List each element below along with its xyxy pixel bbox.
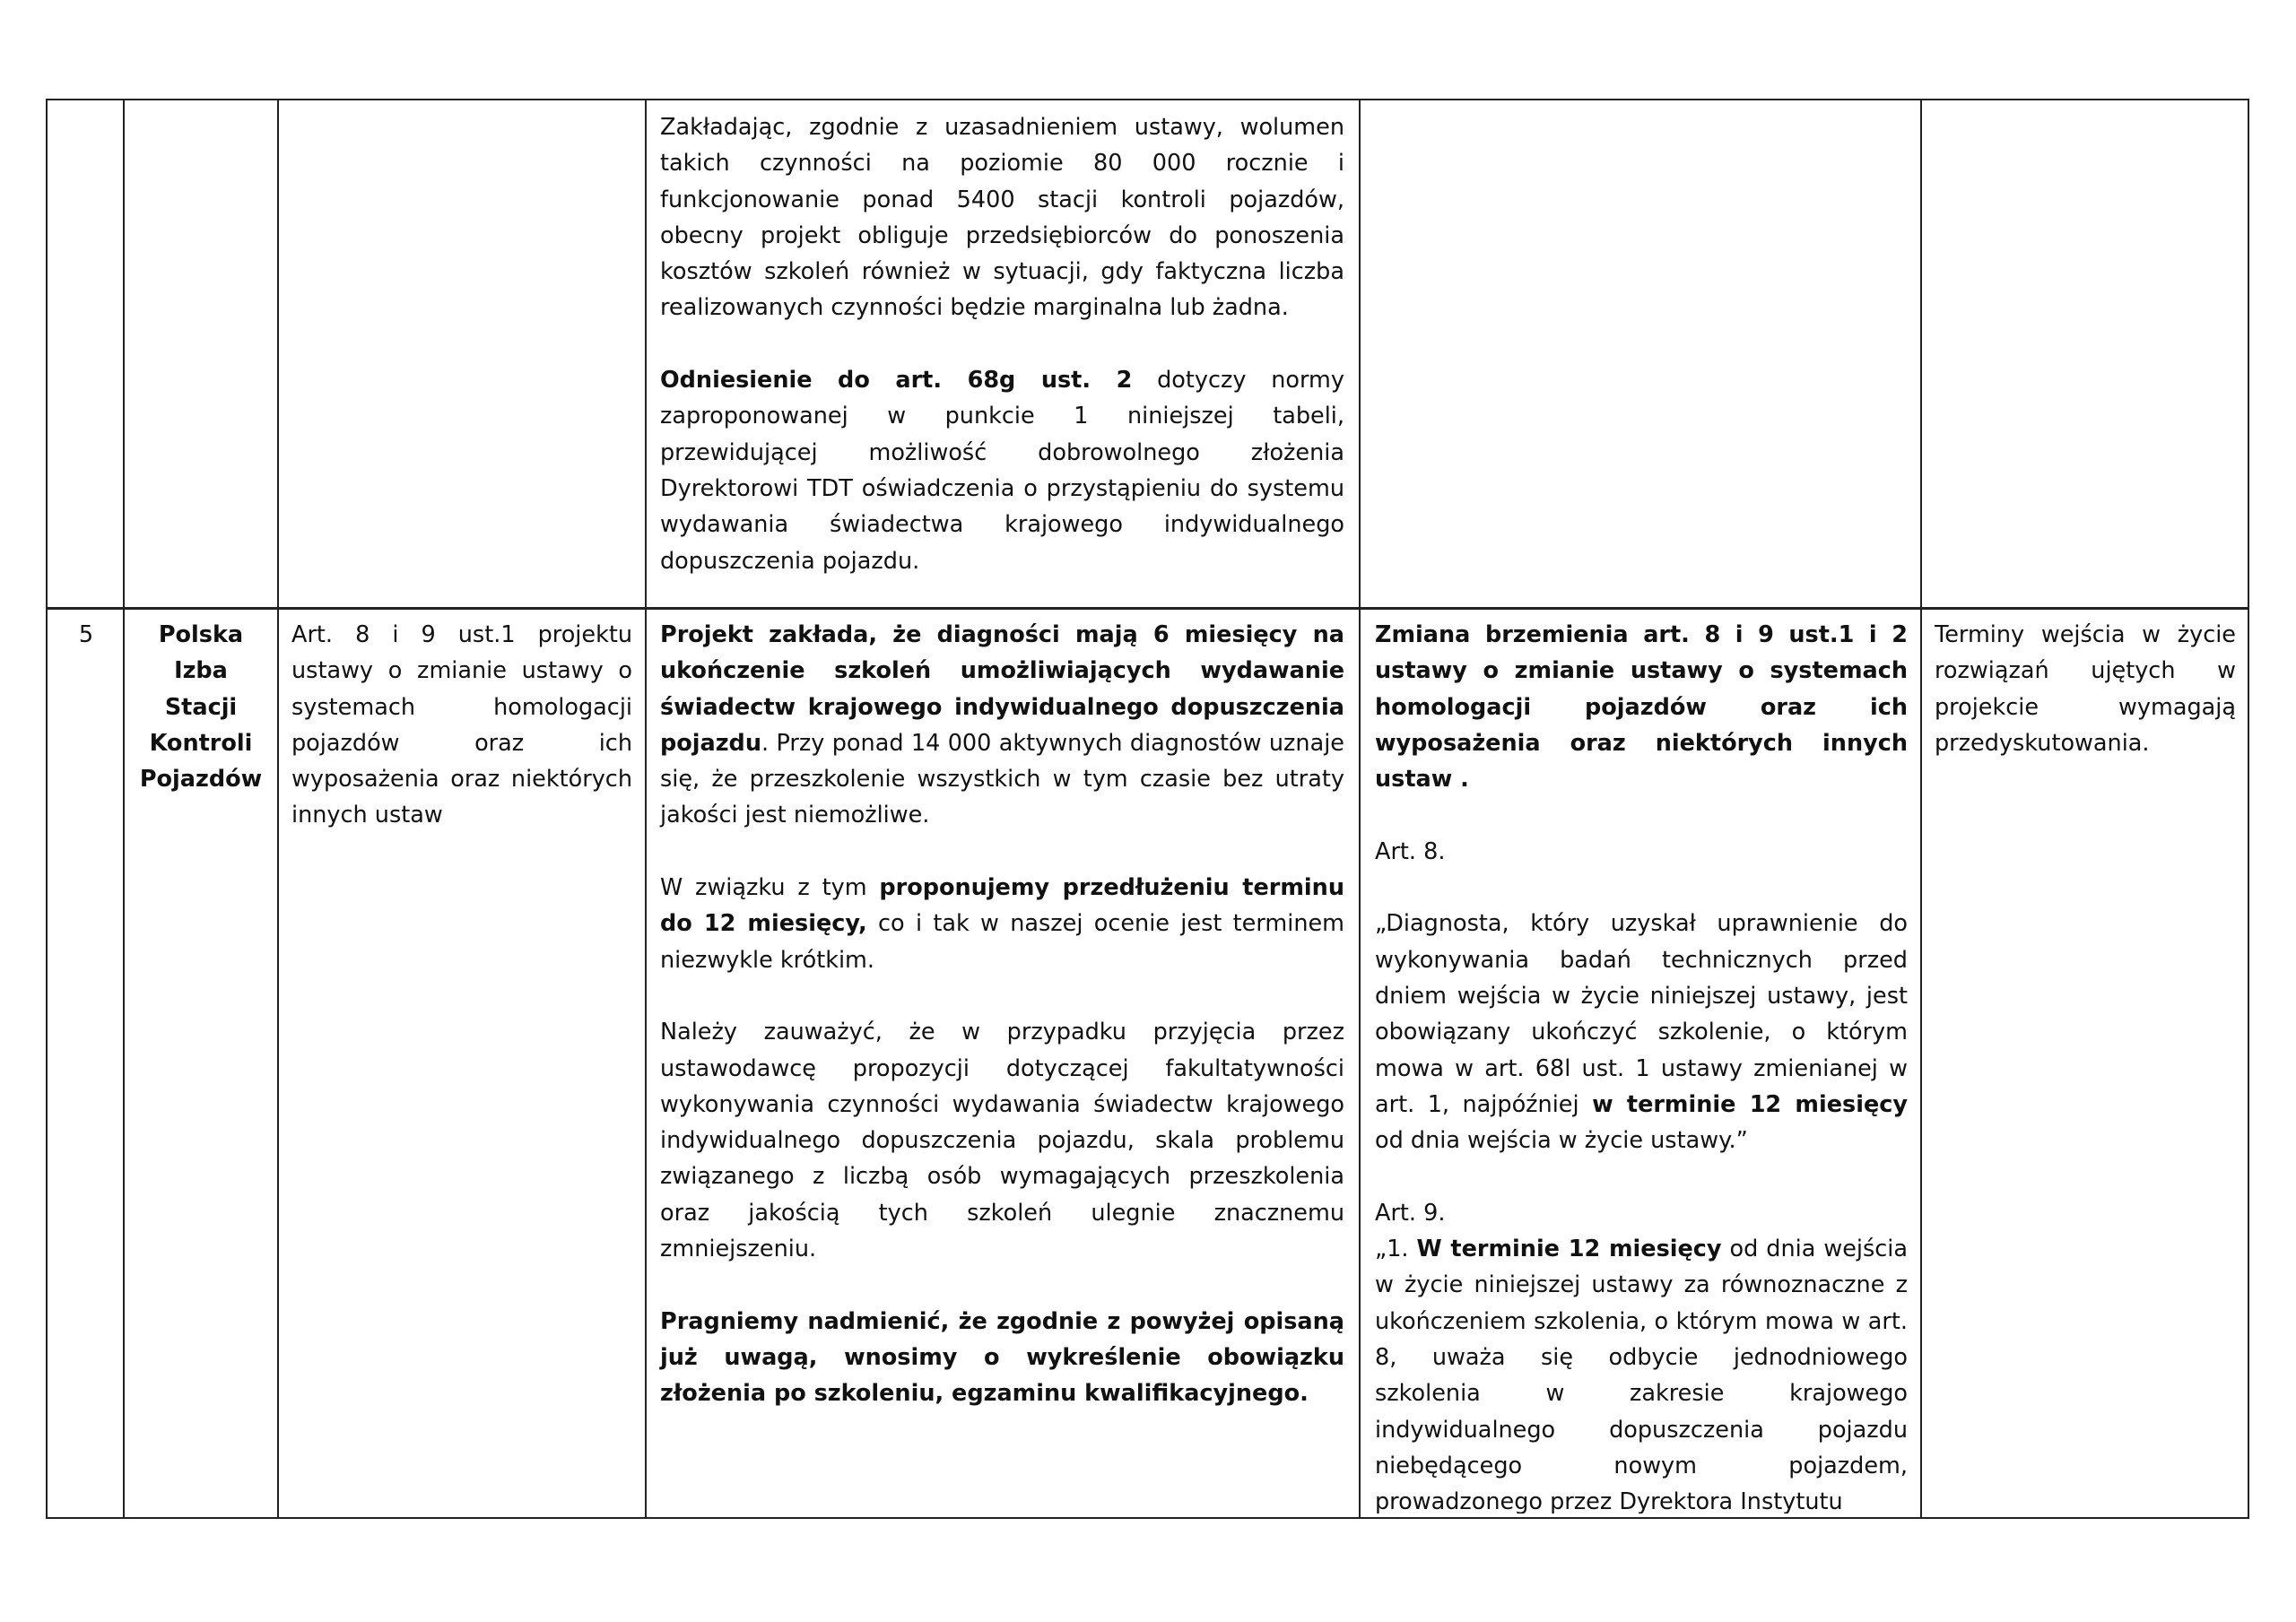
comment-paragraph	[660, 362, 1344, 579]
organization-line: Izba	[174, 657, 228, 685]
comment-bold-ref: Odniesienie do art. 68g ust. 2	[660, 367, 1133, 395]
article-bold-text: W terminie 12 miesięcy	[1416, 1236, 1722, 1263]
row-number: 5	[78, 621, 94, 648]
column-divider	[1920, 100, 1922, 1517]
proposal-heading	[1375, 617, 1908, 797]
column-divider	[277, 100, 279, 1517]
provision-reference: Art. 8 i 9 ust.1 projektu ustawy o zmianie ustawy o systemach homologacji pojazdów oraz ich wyposażenia oraz niektórych innych ustaw	[291, 621, 632, 829]
column-divider	[645, 100, 647, 1517]
comment-bold-text: Pragniemy nadmienić, że zgodnie z powyżej opisaną już uwagą, wnosimy o wykreślenie obowiązku złożenia po szkoleniu, egzaminu kwalifikacyjnego.	[660, 1307, 1344, 1408]
proposed-wording	[1375, 617, 1908, 1514]
article-bold-text: w terminie 12 miesięcy	[1592, 1090, 1908, 1118]
comment-text: dotyczy normy zaproponowanej w punkcie 1 niniejszej tabeli, przewidującej możliwość dobrowolnego złożenia Dyrektorowi TDT oświadczenia o przystąpieniu do systemu wydawania świadectwa krajowego indywidualnego dopuszczenia pojazdu.	[660, 367, 1344, 575]
comment-bold-text: proponujemy przedłużeniu terminu do 12 miesięcy,	[660, 874, 1344, 938]
comment-paragraph	[660, 1304, 1344, 1412]
comment-paragraph	[660, 617, 1344, 834]
organization-name	[126, 617, 275, 797]
organization-line: Stacji	[164, 693, 238, 721]
comment-text: . Przy ponad 14 000 aktywnych diagnostów uznaje się, że przeszkolenie wszystkich w tym czasie bez utraty jakości jest niemożliwe.	[660, 729, 1344, 829]
article-text-part: od dnia wejścia w życie ustawy.”	[1375, 1127, 1748, 1155]
row-divider	[48, 607, 2248, 610]
column-divider	[123, 100, 125, 1517]
article-label: Art. 9.	[1375, 1199, 1446, 1227]
comment-paragraph: Zakładając, zgodnie z uzasadnieniem ustawy, wolumen takich czynności na poziomie 80 000 rocznie i funkcjonowanie ponad 5400 stacji kontroli pojazdów, obecny projekt obliguje przedsiębiorców do ponoszenia kosztów szkoleń również w sytuacji, gdy faktyczna liczba realizowanych czynności będzie marginalna lub żadna.	[660, 114, 1344, 322]
article-label: Art. 8.	[1375, 837, 1446, 865]
proposal-heading-text: Zmiana brzemienia art. 8 i 9 ust.1 i 2 ustawy o zmianie ustawy o systemach homologacji pojazdów oraz ich wyposażenia oraz niektórych innych ustaw .	[1375, 621, 1908, 794]
comment-content	[660, 617, 1344, 1412]
comment-paragraph: Należy zauważyć, że w przypadku przyjęcia przez ustawodawcę propozycji dotyczącej fakultatywności wykonywania czynności wydawania świadectw krajowego indywidualnego dopuszczenia pojazdu, skala problemu związanego z liczbą osób wymagających przeszkolenia oraz jakością tych szkoleń ulegnie znacznemu zmniejszeniu.	[660, 1019, 1344, 1263]
article-text-part: „Diagnosta, który uzyskał uprawnienie do wykonywania badań technicznych przed dniem wejścia w życie niniejszej ustawy, jest obowiązany ukończyć szkolenie, o którym mowa w art. 68l ust. 1 ustawy zmienianej w art. 1, najpóźniej	[1375, 910, 1908, 1118]
organization-line: Kontroli	[149, 729, 253, 757]
comments-table	[46, 99, 2249, 1519]
comment-text: co i tak w naszej ocenie jest terminem niezwykle krótkim.	[660, 910, 1345, 974]
organization-line: Polska	[158, 621, 244, 648]
comment-text: W związku z tym	[660, 874, 880, 902]
comment-paragraph	[660, 870, 1344, 978]
row-continuation-comment	[660, 109, 1344, 579]
article-text-part: „1.	[1375, 1236, 1417, 1263]
remarks: Terminy wejścia w życie rozwiązań ujętych w projekcie wymagają przedyskutowania.	[1935, 621, 2236, 757]
column-divider	[1359, 100, 1361, 1517]
comment-bold-text: Projekt zakłada, że diagności mają 6 miesięcy na ukończenie szkoleń umożliwiających wydawanie świadectw krajowego indywidualnego dopuszczenia pojazdu	[660, 621, 1344, 757]
article-text	[1375, 1231, 1908, 1514]
article-text	[1375, 906, 1908, 1158]
organization-line: Pojazdów	[139, 766, 263, 794]
article-text-part: od dnia wejścia w życie niniejszej ustawy za równoznaczne z ukończeniem szkolenia, o którym mowa w art. 8, uważa się odbycie jednodniowego szkolenia w zakresie krajowego indywidualnego dopuszczenia pojazdu niebędącego nowym pojazdem, prowadzonego przez Dyrektora Instytutu	[1375, 1236, 1908, 1514]
